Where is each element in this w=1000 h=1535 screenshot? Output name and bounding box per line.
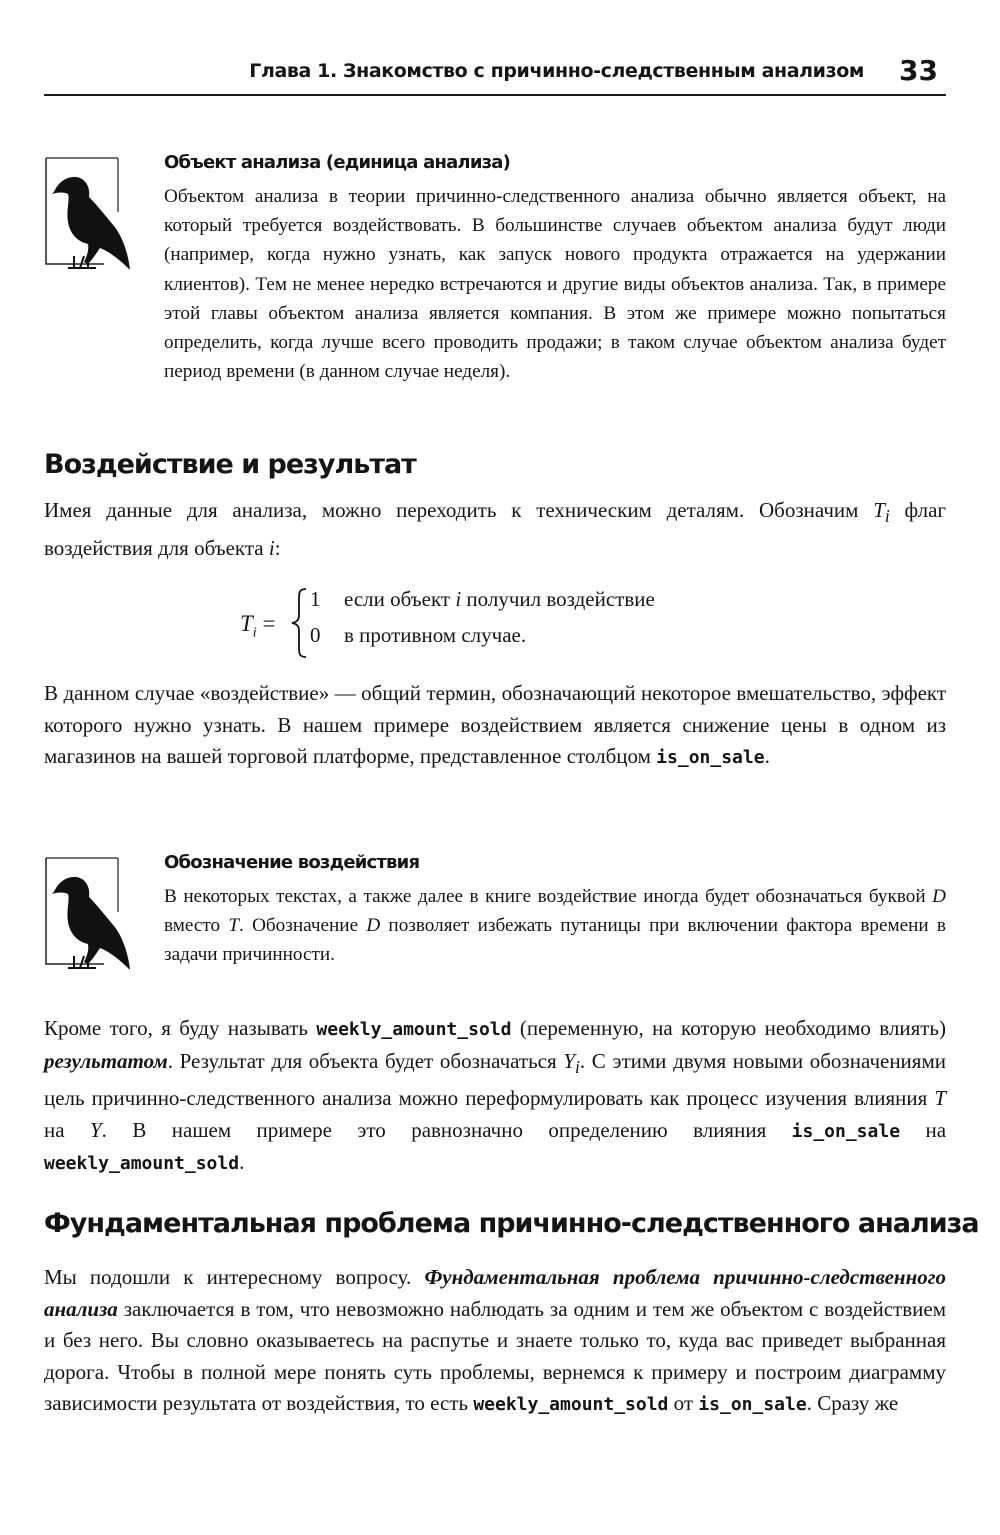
raven-icon: [44, 852, 130, 976]
note-body: В некоторых текстах, а также далее в книге воздействие иногда будет обозначаться буквой D вместо T. Обозначение D позволяет избежать путаницы при включении фактора времени в задачи причинности.: [164, 886, 946, 966]
treatment-formula: [240, 585, 760, 665]
code-is-on-sale: is_on_sale: [656, 747, 765, 768]
symbol-t-i: $T_i$: [873, 498, 890, 527]
formula-case-0: 0 в противном случае.: [310, 623, 527, 647]
running-header: [44, 52, 946, 92]
code-weekly-amount-sold: weekly_amount_sold: [316, 1019, 512, 1040]
paragraph-fundamental-problem: Мы подошли к интересному вопросу. Фундаментальная проблема причинно-следственного анализа заключается в том, что невозможно наблюдать за одним и тем же объектом с воздействием и без него. Вы словно оказываетесь на распутье и знаете только то, куда вас приведет выбранная дорога. Чтобы в полной мере понять суть проблемы, вернемся к примеру и построим диаграмму зависимости результата от воздействия, то есть weekly_amount_sold от is_on_sale. Сразу же: [44, 1265, 946, 1415]
term-fundamental-problem: Фундаментальная проблема причинно-следственного анализа: [44, 1265, 946, 1321]
header-rule: [44, 94, 946, 96]
code-is-on-sale: is_on_sale: [791, 1120, 901, 1142]
section-heading-fundamental-problem: Фундаментальная проблема причинно-следственного анализа: [44, 1208, 979, 1239]
page-number: 33: [899, 54, 938, 87]
note-unit-of-analysis: [44, 152, 946, 412]
formula-case-1: 1 если объект i получил воздействие: [310, 587, 655, 611]
paragraph-treatment-definition: Имея данные для анализа, можно переходить к техническим деталям. Обозначим $T_i$ флаг воздействия для объекта i:: [44, 498, 947, 560]
symbol-y-i: $Y_i$: [563, 1048, 580, 1077]
paragraph-outcome-definition: Кроме того, я буду называть weekly_amount_sold (переменную, на которую необходимо влиять) результатом. Результат для объекта будет обозначаться $Y_i$. С этими двумя новыми обозначениями цель причинно-следственного анализа можно переформулировать как процесс изучения влияния T на Y. В нашем примере это равнозначно определению влияния is_on_sale на weekly_amount_sold.: [44, 1016, 947, 1175]
note-title: Объект анализа (единица анализа): [164, 152, 511, 173]
formula-brace: [290, 587, 308, 665]
note-title: Обозначение воздействия: [164, 852, 420, 873]
note-body: Объектом анализа в теории причинно-следственного анализа обычно является объект, на который требуется воздействовать. В большинстве случаев объектом анализа будут люди (например, когда нужно узнать, как запуск нового продукта отражается на удержании клиентов). Тем не менее нередко встречаются и другие виды объектов анализа. Так, в примере этой главы объектом анализа является компания. В этом же примере можно попытаться определить, когда лучше всего проводить продажи; в таком случае объектом анализа будет период времени (в данном случае неделя).: [164, 186, 946, 383]
code-weekly-amount-sold: weekly_amount_sold: [473, 1394, 669, 1415]
raven-icon: [44, 152, 130, 276]
section-heading-treatment-outcome: Воздействие и результат: [44, 449, 416, 480]
chapter-title: Глава 1. Знакомство с причинно-следственным анализом: [249, 60, 864, 82]
code-weekly-amount-sold: weekly_amount_sold: [44, 1153, 240, 1175]
formula-lhs: $T_i$ =: [240, 611, 276, 641]
paragraph-treatment-meaning: В данном случае «воздействие» — общий термин, обозначающий некоторое вмешательство, эффект которого нужно узнать. В нашем примере воздействием является снижение цены в одном из магазинов на вашей торговой платформе, представленное столбцом is_on_sale.: [44, 681, 946, 768]
code-is-on-sale: is_on_sale: [698, 1394, 807, 1415]
term-outcome: результатом: [44, 1048, 168, 1073]
note-treatment-notation: [44, 852, 946, 982]
